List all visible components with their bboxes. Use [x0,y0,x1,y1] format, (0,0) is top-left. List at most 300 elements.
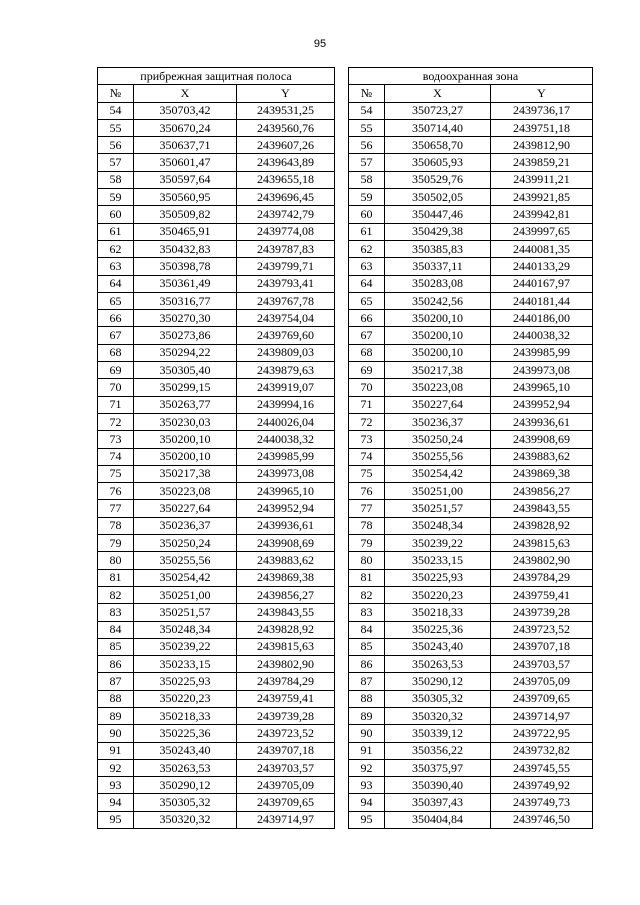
left-cell-y: 2440038,32 [237,431,335,448]
right-header-y: Y [491,85,593,102]
left-cell-y: 2439828,92 [237,621,335,638]
right-cell-y: 2439722,95 [491,725,593,742]
right-cell-x: 350227,64 [385,396,491,413]
table-gap [335,500,349,517]
left-cell-number: 61 [98,223,134,240]
table-row [98,569,593,586]
right-cell-x: 350242,56 [385,292,491,309]
right-cell-x: 350290,12 [385,673,491,690]
left-cell-y: 2439973,08 [237,465,335,482]
left-cell-y: 2439607,26 [237,137,335,154]
right-cell-number: 66 [349,310,385,327]
page-number: 95 [313,38,327,50]
table-gap [335,413,349,430]
right-cell-y: 2439707,18 [491,638,593,655]
left-cell-x: 350290,12 [134,777,237,794]
left-cell-y: 2439869,38 [237,569,335,586]
right-cell-y: 2439997,65 [491,223,593,240]
table-gap [335,759,349,776]
table-row [98,327,593,344]
left-cell-y: 2439985,99 [237,448,335,465]
right-cell-y: 2439745,55 [491,759,593,776]
table-title-row [98,68,593,85]
left-cell-y: 2439809,03 [237,344,335,361]
left-cell-y: 2439723,52 [237,725,335,742]
table-row [98,119,593,136]
right-cell-number: 94 [349,794,385,811]
right-cell-number: 91 [349,742,385,759]
table-gap [335,137,349,154]
right-cell-number: 67 [349,327,385,344]
right-cell-y: 2439908,69 [491,431,593,448]
left-cell-x: 350509,82 [134,206,237,223]
table-gap [335,119,349,136]
right-cell-y: 2439714,97 [491,707,593,724]
right-cell-x: 350220,23 [385,586,491,603]
coordinates-table [97,67,593,829]
right-cell-y: 2440181,44 [491,292,593,309]
right-cell-x: 350200,10 [385,344,491,361]
right-cell-number: 85 [349,638,385,655]
table-gap [335,223,349,240]
right-cell-number: 95 [349,811,385,828]
left-cell-x: 350601,47 [134,154,237,171]
left-cell-x: 350225,93 [134,673,237,690]
left-cell-number: 94 [98,794,134,811]
right-cell-number: 84 [349,621,385,638]
right-cell-y: 2439911,21 [491,171,593,188]
table-gap [335,673,349,690]
right-cell-y: 2439784,29 [491,569,593,586]
left-cell-number: 80 [98,552,134,569]
right-cell-x: 350658,70 [385,137,491,154]
right-cell-number: 55 [349,119,385,136]
right-cell-number: 71 [349,396,385,413]
left-cell-x: 350251,00 [134,586,237,603]
right-cell-x: 350233,15 [385,552,491,569]
table-gap [335,171,349,188]
right-cell-number: 73 [349,431,385,448]
left-cell-y: 2439815,63 [237,638,335,655]
right-cell-number: 79 [349,535,385,552]
right-cell-x: 350250,24 [385,431,491,448]
right-cell-number: 59 [349,189,385,206]
left-cell-number: 81 [98,569,134,586]
table-row [98,707,593,724]
table-gap [335,102,349,119]
left-cell-number: 60 [98,206,134,223]
table-gap [335,483,349,500]
left-cell-y: 2439799,71 [237,258,335,275]
right-cell-y: 2439985,99 [491,344,593,361]
right-cell-y: 2439856,27 [491,483,593,500]
right-cell-x: 350305,32 [385,690,491,707]
left-cell-number: 91 [98,742,134,759]
right-cell-x: 350236,37 [385,413,491,430]
table-row [98,517,593,534]
table-header-row [98,85,593,102]
left-cell-number: 92 [98,759,134,776]
right-cell-x: 350502,05 [385,189,491,206]
right-cell-y: 2439709,65 [491,690,593,707]
table-gap [335,258,349,275]
right-section-title: водоохранная зона [349,68,593,85]
right-cell-x: 350397,43 [385,794,491,811]
right-cell-y: 2439749,73 [491,794,593,811]
right-cell-y: 2439732,82 [491,742,593,759]
left-cell-number: 82 [98,586,134,603]
left-cell-y: 2439709,65 [237,794,335,811]
right-cell-y: 2439843,55 [491,500,593,517]
left-cell-y: 2439952,94 [237,500,335,517]
right-cell-x: 350251,00 [385,483,491,500]
right-cell-number: 87 [349,673,385,690]
left-header-y: Y [237,85,335,102]
right-cell-x: 350223,08 [385,379,491,396]
left-cell-x: 350230,03 [134,413,237,430]
table-gap [335,621,349,638]
right-cell-number: 90 [349,725,385,742]
right-cell-number: 56 [349,137,385,154]
left-cell-number: 62 [98,240,134,257]
right-cell-y: 2439828,92 [491,517,593,534]
table-gap [335,535,349,552]
left-cell-y: 2439705,09 [237,777,335,794]
left-cell-number: 73 [98,431,134,448]
table-row [98,483,593,500]
left-cell-x: 350263,53 [134,759,237,776]
left-cell-number: 55 [98,119,134,136]
left-cell-x: 350236,37 [134,517,237,534]
table-row [98,621,593,638]
table-gap [335,742,349,759]
table-row [98,794,593,811]
left-cell-x: 350320,32 [134,811,237,828]
right-cell-number: 93 [349,777,385,794]
left-cell-x: 350273,86 [134,327,237,344]
left-cell-y: 2439739,28 [237,707,335,724]
right-cell-x: 350320,32 [385,707,491,724]
right-cell-x: 350243,40 [385,638,491,655]
table-gap [335,292,349,309]
table-gap [335,379,349,396]
right-cell-y: 2439759,41 [491,586,593,603]
right-cell-number: 82 [349,586,385,603]
right-cell-x: 350225,93 [385,569,491,586]
left-cell-x: 350294,22 [134,344,237,361]
table-row [98,742,593,759]
left-cell-number: 83 [98,604,134,621]
left-cell-number: 67 [98,327,134,344]
left-cell-number: 64 [98,275,134,292]
right-cell-x: 350605,93 [385,154,491,171]
right-cell-number: 65 [349,292,385,309]
table-gap [335,431,349,448]
table-row [98,535,593,552]
table-gap [335,604,349,621]
left-cell-y: 2439787,83 [237,240,335,257]
left-cell-y: 2439994,16 [237,396,335,413]
left-cell-y: 2439643,89 [237,154,335,171]
table-row [98,292,593,309]
table-row [98,102,593,119]
left-cell-y: 2439769,60 [237,327,335,344]
right-cell-x: 350447,46 [385,206,491,223]
right-cell-y: 2439703,57 [491,656,593,673]
left-cell-y: 2439793,41 [237,275,335,292]
table-gap [335,154,349,171]
table-row [98,552,593,569]
left-cell-x: 350218,33 [134,707,237,724]
left-cell-number: 79 [98,535,134,552]
right-cell-number: 63 [349,258,385,275]
left-cell-number: 68 [98,344,134,361]
right-cell-y: 2440167,97 [491,275,593,292]
right-cell-x: 350723,27 [385,102,491,119]
table-gap [335,811,349,828]
left-cell-number: 84 [98,621,134,638]
right-cell-x: 350390,40 [385,777,491,794]
left-cell-number: 54 [98,102,134,119]
right-cell-x: 350200,10 [385,310,491,327]
left-cell-number: 78 [98,517,134,534]
right-cell-y: 2440186,00 [491,310,593,327]
left-cell-y: 2439759,41 [237,690,335,707]
left-cell-y: 2439754,04 [237,310,335,327]
table-row [98,690,593,707]
left-cell-y: 2439767,78 [237,292,335,309]
left-cell-y: 2439655,18 [237,171,335,188]
left-cell-y: 2439531,25 [237,102,335,119]
table-gap [335,707,349,724]
right-cell-x: 350429,38 [385,223,491,240]
table-row [98,310,593,327]
right-cell-number: 68 [349,344,385,361]
table-row [98,413,593,430]
left-cell-number: 75 [98,465,134,482]
right-cell-number: 62 [349,240,385,257]
table-row [98,448,593,465]
table-gap [335,656,349,673]
right-cell-x: 350714,40 [385,119,491,136]
left-cell-number: 70 [98,379,134,396]
right-cell-number: 81 [349,569,385,586]
left-cell-x: 350254,42 [134,569,237,586]
right-cell-y: 2439705,09 [491,673,593,690]
left-cell-x: 350223,08 [134,483,237,500]
right-cell-y: 2439942,81 [491,206,593,223]
left-cell-y: 2439784,29 [237,673,335,690]
left-cell-x: 350227,64 [134,500,237,517]
right-cell-x: 350248,34 [385,517,491,534]
left-cell-x: 350217,38 [134,465,237,482]
right-cell-number: 89 [349,707,385,724]
left-cell-x: 350398,78 [134,258,237,275]
right-cell-number: 54 [349,102,385,119]
left-cell-y: 2439742,79 [237,206,335,223]
left-cell-number: 58 [98,171,134,188]
table-gap [335,275,349,292]
left-cell-x: 350703,42 [134,102,237,119]
right-header-number: № [349,85,385,102]
left-cell-x: 350361,49 [134,275,237,292]
left-cell-x: 350239,22 [134,638,237,655]
right-cell-x: 350217,38 [385,362,491,379]
left-cell-x: 350299,15 [134,379,237,396]
table-row [98,638,593,655]
right-cell-y: 2439952,94 [491,396,593,413]
right-cell-x: 350251,57 [385,500,491,517]
left-cell-x: 350560,95 [134,189,237,206]
left-cell-number: 63 [98,258,134,275]
right-cell-number: 92 [349,759,385,776]
table-row [98,673,593,690]
right-cell-number: 88 [349,690,385,707]
table-row [98,362,593,379]
left-cell-x: 350248,34 [134,621,237,638]
table-row [98,777,593,794]
left-cell-x: 350225,36 [134,725,237,742]
left-cell-y: 2439965,10 [237,483,335,500]
left-cell-number: 66 [98,310,134,327]
table-gap [335,586,349,603]
right-cell-number: 80 [349,552,385,569]
right-cell-y: 2439815,63 [491,535,593,552]
left-header-number: № [98,85,134,102]
right-cell-number: 78 [349,517,385,534]
right-header-x: X [385,85,491,102]
table-row [98,137,593,154]
left-cell-number: 86 [98,656,134,673]
left-cell-number: 59 [98,189,134,206]
table-gap [335,240,349,257]
left-cell-x: 350432,83 [134,240,237,257]
left-cell-x: 350220,23 [134,690,237,707]
right-cell-number: 83 [349,604,385,621]
left-cell-x: 350637,71 [134,137,237,154]
right-cell-number: 61 [349,223,385,240]
right-cell-y: 2439751,18 [491,119,593,136]
right-cell-number: 58 [349,171,385,188]
left-cell-y: 2439919,07 [237,379,335,396]
table-gap [335,68,349,85]
right-cell-x: 350529,76 [385,171,491,188]
table-row [98,586,593,603]
right-cell-x: 350239,22 [385,535,491,552]
table-row [98,344,593,361]
table-gap [335,206,349,223]
left-cell-y: 2439802,90 [237,656,335,673]
left-cell-y: 2439714,97 [237,811,335,828]
right-cell-number: 72 [349,413,385,430]
left-cell-y: 2439560,76 [237,119,335,136]
right-cell-y: 2439746,50 [491,811,593,828]
right-cell-number: 76 [349,483,385,500]
left-cell-x: 350255,56 [134,552,237,569]
table-row [98,275,593,292]
right-cell-x: 350254,42 [385,465,491,482]
table-row [98,396,593,413]
left-cell-y: 2439856,27 [237,586,335,603]
right-cell-number: 74 [349,448,385,465]
table-gap [335,310,349,327]
left-section-title: прибрежная защитная полоса [98,68,335,85]
right-cell-y: 2439749,92 [491,777,593,794]
left-cell-x: 350250,24 [134,535,237,552]
right-cell-y: 2439869,38 [491,465,593,482]
left-cell-number: 87 [98,673,134,690]
table-row [98,206,593,223]
right-cell-x: 350263,53 [385,656,491,673]
table-row [98,811,593,828]
right-cell-x: 350337,11 [385,258,491,275]
left-cell-y: 2439879,63 [237,362,335,379]
right-cell-y: 2440133,29 [491,258,593,275]
left-cell-number: 90 [98,725,134,742]
left-header-x: X [134,85,237,102]
table-gap [335,448,349,465]
left-cell-x: 350305,40 [134,362,237,379]
right-cell-number: 64 [349,275,385,292]
left-cell-x: 350270,30 [134,310,237,327]
left-cell-x: 350200,10 [134,448,237,465]
table-row [98,171,593,188]
left-cell-y: 2439707,18 [237,742,335,759]
table-row [98,500,593,517]
table-gap [335,777,349,794]
right-cell-y: 2439936,61 [491,413,593,430]
table-gap [335,362,349,379]
right-cell-x: 350339,12 [385,725,491,742]
right-cell-x: 350255,56 [385,448,491,465]
table-gap [335,725,349,742]
table-gap [335,569,349,586]
right-cell-y: 2439736,17 [491,102,593,119]
right-cell-number: 69 [349,362,385,379]
left-cell-x: 350233,15 [134,656,237,673]
left-cell-number: 89 [98,707,134,724]
right-cell-y: 2440038,32 [491,327,593,344]
table-gap [335,794,349,811]
table-gap [335,517,349,534]
left-cell-x: 350465,91 [134,223,237,240]
left-cell-y: 2439774,08 [237,223,335,240]
right-cell-y: 2440081,35 [491,240,593,257]
right-cell-y: 2439883,62 [491,448,593,465]
right-cell-number: 57 [349,154,385,171]
left-cell-number: 88 [98,690,134,707]
table-row [98,223,593,240]
left-cell-number: 95 [98,811,134,828]
right-cell-x: 350218,33 [385,604,491,621]
right-cell-x: 350404,84 [385,811,491,828]
right-cell-number: 70 [349,379,385,396]
left-cell-y: 2439696,45 [237,189,335,206]
left-cell-number: 76 [98,483,134,500]
table-row [98,258,593,275]
left-cell-x: 350243,40 [134,742,237,759]
left-cell-x: 350200,10 [134,431,237,448]
left-cell-number: 77 [98,500,134,517]
right-cell-y: 2439723,52 [491,621,593,638]
table-gap [335,189,349,206]
left-cell-x: 350316,77 [134,292,237,309]
table-row [98,240,593,257]
left-cell-y: 2439883,62 [237,552,335,569]
left-cell-number: 72 [98,413,134,430]
right-cell-x: 350375,97 [385,759,491,776]
left-cell-number: 65 [98,292,134,309]
